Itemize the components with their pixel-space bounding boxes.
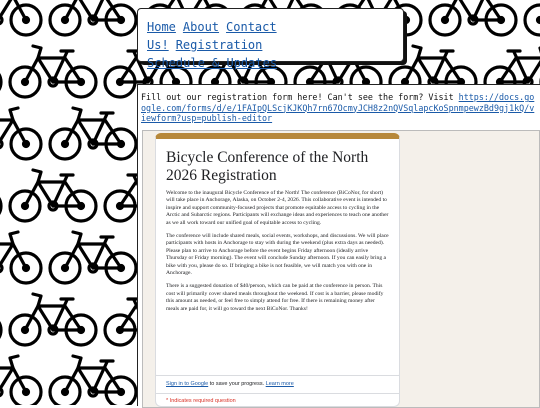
nav-link-about[interactable]: About — [182, 20, 220, 34]
bicycle-icon — [10, 46, 96, 97]
form-description-welcome: Welcome to the inaugural Bicycle Conference of the North! The conference (BiCoNor, for short) will take place in Anchorage, Alaska, on October 2-4, 2026. This collaborative event is intended to inspire and support community-focused projects that promote equitable access to cycling in the Arctic and Subarctic regions. Participants will exchange ideas and experiences to teach one another as we all work toward our unified goal of equitable access to cycling. — [166, 190, 389, 226]
intro-sentence: Fill out our registration form here! Can't see the form? Visit — [141, 92, 459, 102]
bicycle-icon — [0, 46, 1, 97]
bicycle-icon — [50, 0, 136, 35]
bicycle-icon — [50, 108, 136, 159]
intro-text — [138, 85, 540, 124]
nav-link-home[interactable]: Home — [147, 20, 176, 34]
form-url-link[interactable]: https://docs.google.com/forms/d/e/1FAIpQLScjKJKQh7rn67OcmyJCH8z2nQVSqlapcKoSpnmpewzBd9gj1kQ/viewform?usp=publish-editor — [141, 92, 535, 123]
form-description-donation: There is a suggested donation of $40/person, which can be paid at the conference in person. This cost will primarily cover shared meals throughout the weekend. If cost is a barrier, please modify this amount as needed, or feel free to simply attend for free. If there is remaining money after meals are paid for, it will go toward the next BiCoNor. Thanks! — [166, 283, 384, 312]
registration-panel — [137, 84, 540, 406]
nav-links — [138, 9, 403, 72]
embedded-form-frame[interactable] — [142, 130, 540, 408]
bicycle-icon — [10, 170, 96, 221]
signin-text: to save your progress. — [208, 381, 266, 387]
bicycle-icon — [0, 170, 1, 221]
bicycle-icon — [50, 232, 136, 283]
signin-line — [156, 376, 399, 387]
learn-more-link[interactable]: Learn more — [265, 381, 294, 387]
navigation-box — [137, 8, 404, 70]
bicycle-icon — [430, 0, 516, 35]
nav-link-schedule[interactable]: Schedule & Updates — [147, 56, 278, 70]
form-description-schedule: The conference will include shared meals, social events, workshops, and discussions. We will place participants with hosts in Anchorage to stay with during the weekend (plus extra days as needed). Please plan to arrive to Anchorage before the event begins Friday afternoon (ideally arrive Thursday or Friday morning). The event will conclude Sunday afternoon. If you can easily bring a bike with you, please do so. If bringing a bike is not feasible, we will match you with one in Anchorage. — [166, 233, 389, 277]
signin-link[interactable]: Sign in to Google — [166, 381, 209, 387]
bicycle-icon — [50, 356, 136, 405]
nav-link-registration[interactable]: Registration — [175, 38, 263, 52]
bicycle-icon — [0, 356, 41, 405]
form-title: Bicycle Conference of the North 2026 Registration — [166, 149, 369, 184]
bicycle-icon — [0, 294, 1, 345]
bicycle-icon — [525, 0, 540, 35]
bicycle-icon — [10, 294, 96, 345]
signin-card — [155, 375, 400, 407]
bicycle-icon — [0, 108, 41, 159]
bicycle-icon — [0, 232, 41, 283]
nav-link-contact[interactable]: Contact Us! — [147, 20, 277, 52]
bicycle-icon — [0, 0, 41, 35]
form-header-card — [155, 133, 400, 380]
required-note: * Indicates required question — [166, 398, 236, 404]
